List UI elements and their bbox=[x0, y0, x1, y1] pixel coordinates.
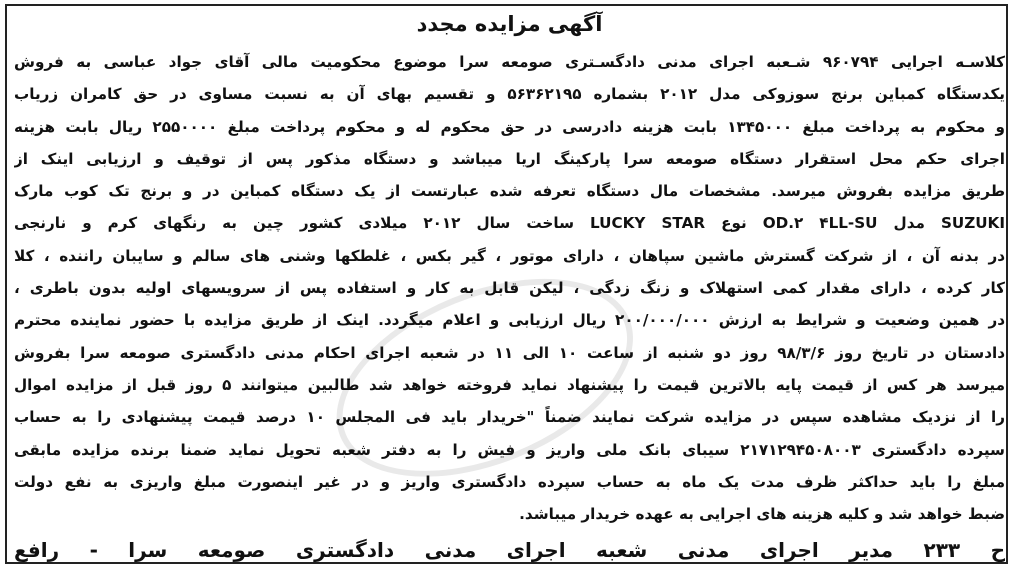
notice-body bbox=[14, 46, 1005, 530]
body-line: کار کرده ، دارای مقدار کمی استهلاک و زنگ زدگی ، لیکن قابل به کار و استفاده پس از سرویسهای اولیه بدون باطری ، bbox=[14, 279, 1005, 298]
body-line: ضبط خواهد شد و کلیه هزینه های اجرایی به عهده خریدار میباشد. bbox=[519, 505, 1005, 524]
body-line: یکدستگاه کمباین برنج سوزوکی مدل ۲۰۱۲ بشماره ۵۶۳۶۲۱۹۵ و تقسیم بهای آن به نسبت مساوی در حق کامران زریاب bbox=[14, 85, 1005, 104]
body-line: و محکوم به پرداخت مبلغ ۱۳۴۵۰۰۰ بابت هزینه دادرسی در حق محکوم له و محکوم پرداخت مبلغ ۲۵۵۰۰۰۰ ریال بابت هزینه bbox=[14, 117, 1005, 136]
body-line: مبلغ را باید حداکثر ظرف مدت یک ماه به حساب سپرده دادگستری واریز و در غیر اینصورت مبلغ واریزی به نفع دولت bbox=[14, 472, 1005, 491]
body-line: در بدنه آن ، از شرکت گسترش ماشین سپاهان ، دارای موتور ، گیر بکس ، غلطکها وشنی های سالم و سایبان راننده ، کلا bbox=[14, 246, 1005, 265]
notice-footer: ح ۲۳۳ مدیر اجرای مدنی شعبه اجرای مدنی دادگستری صومعه سرا - رافع bbox=[14, 538, 1005, 562]
body-line: طریق مزایده بفروش میرسد. مشخصات مال دستگاه تعرفه شده عبارتست از یک دستگاه کمباین در و برنج تک کوب مارک bbox=[14, 182, 1005, 201]
body-line: کلاسـه اجرایی ۹۶۰۷۹۴ شـعبه اجرای مدنی دادگسـتری صومعه سرا موضوع محکومیت مالی آقای جواد عباسی به فروش bbox=[14, 53, 1005, 71]
body-line: اجرای حکم محل استقرار دستگاه صومعه سرا پارکینگ اریا میباشد و دستگاه مذکور پس از توقیف و ارزیابی اینک از bbox=[14, 149, 1005, 168]
body-line: سپرده دادگستری ۲۱۷۱۲۹۴۵۰۸۰۰۳ سیبای بانک ملی واریز و فیش را به دفتر شعبه تحویل نماید ضمنا برنده مزایده مابقی bbox=[14, 440, 1005, 459]
body-line: در همین وضعیت و شرایط به ارزش ۲۰۰/۰۰۰/۰۰۰ ریال ارزیابی و اعلام میگردد. اینک از طریق مزایده با حضور نماینده محترم bbox=[14, 311, 1005, 330]
notice-title: آگهی مزایده مجدد bbox=[416, 12, 603, 36]
body-line: SUZUKI مدل OD.۲ ۴LL-SU نوع LUCKY STAR ساخت سال ۲۰۱۲ میلادی کشور چین به رنگهای کرم و نارنجی bbox=[14, 214, 1005, 233]
body-line: را از نزدیک مشاهده سپس در مزایده شرکت نمایند ضمناً "خریدار باید فی المجلس ۱۰ درصد قیمت پیشنهادی را به حساب bbox=[14, 408, 1005, 427]
body-line: میرسد هر کس از قیمت پایه بالاترین قیمت را پیشنهاد نماید فروخته خواهد شد طالبین میتوانند ۵ روز قبل از مزایده اموال bbox=[14, 375, 1005, 394]
body-line: دادستان در تاریخ روز ۹۸/۳/۶ روز دو شنبه از ساعت ۱۰ الی ۱۱ در شعبه اجرای احکام مدنی دادگستری صومعه سرا بفروش bbox=[14, 343, 1005, 362]
